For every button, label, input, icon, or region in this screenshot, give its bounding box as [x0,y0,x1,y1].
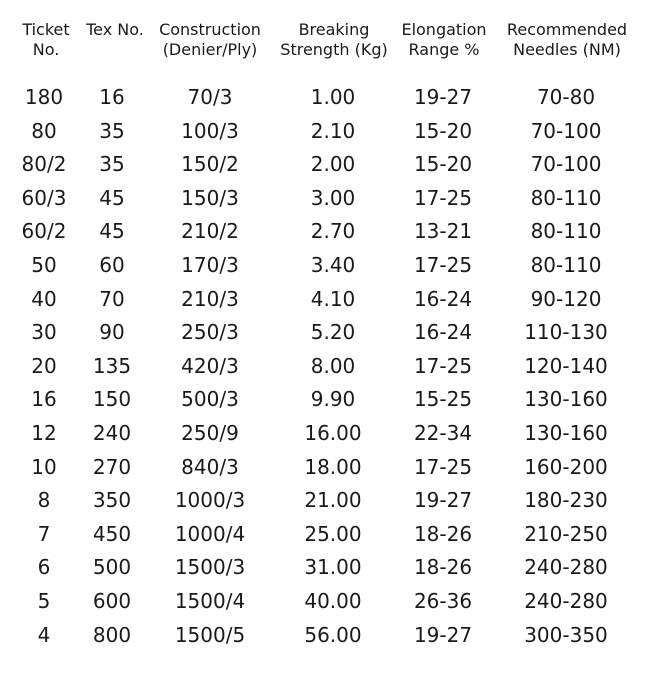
construction-cell: 500/3 [181,387,239,412]
elongation-range-cell: 26-36 [413,589,473,613]
elongation-range-cell: 15-25 [413,387,473,412]
table-row [0,349,665,383]
ticket-no-cell: 60/2 [21,219,67,244]
table-row [0,181,665,215]
breaking-strength-cell: 2.70 [310,219,356,244]
breaking-strength-cell: 5.20 [310,320,356,345]
table-row [0,517,665,551]
construction-cell: 840/3 [181,454,239,479]
construction-cell: 150/2 [181,152,239,177]
tex-no-cell: 600 [92,589,132,613]
header-ticket-no: Ticket No. [22,20,70,59]
ticket-no-cell: 8 [37,488,51,513]
recommended-needles-cell: 180-230 [524,488,608,513]
elongation-range-cell: 18-26 [413,555,473,580]
tex-no-cell: 270 [92,454,132,479]
construction-cell: 420/3 [181,353,239,378]
breaking-strength-cell: 31.00 [304,555,362,580]
recommended-needles-cell: 130-160 [524,421,608,445]
ticket-no-cell: 4 [37,622,51,647]
table-row [0,114,665,148]
recommended-needles-cell: 210-250 [524,521,608,546]
recommended-needles-cell: 240-280 [524,555,608,580]
elongation-range-cell: 19-27 [413,622,473,647]
tex-no-cell: 240 [92,421,132,445]
header-construction: Construction (Denier/Ply) [159,20,261,59]
elongation-range-cell: 17-25 [413,353,473,378]
recommended-needles-cell: 120-140 [524,353,608,378]
elongation-range-cell: 17-25 [413,253,473,277]
tex-no-cell: 35 [99,152,125,177]
tex-no-cell: 70 [99,286,125,311]
table-row [0,248,665,282]
recommended-needles-cell: 70-100 [530,152,602,177]
construction-cell: 1000/4 [174,521,246,546]
tex-no-cell: 35 [99,118,125,143]
breaking-strength-cell: 4.10 [310,286,356,311]
construction-cell: 210/3 [181,286,239,311]
tex-no-cell: 60 [99,253,125,277]
tex-no-cell: 350 [92,488,132,513]
breaking-strength-cell: 18.00 [304,454,362,479]
ticket-no-cell: 80/2 [21,152,67,177]
recommended-needles-cell: 110-130 [524,320,608,345]
tex-no-cell: 90 [99,320,125,345]
elongation-range-cell: 16-24 [413,320,473,345]
ticket-no-cell: 60/3 [21,185,67,210]
header-recommended-needles: Recommended Needles (NM) [506,20,628,59]
construction-cell: 210/2 [181,219,239,244]
breaking-strength-cell: 56.00 [304,622,362,647]
table-row [0,618,665,652]
breaking-strength-cell: 8.00 [310,353,356,378]
ticket-no-cell: 7 [37,521,51,546]
construction-cell: 150/3 [181,185,239,210]
elongation-range-cell: 15-20 [413,118,473,143]
construction-cell: 170/3 [181,253,239,277]
tex-no-cell: 45 [99,219,125,244]
table-row [0,382,665,416]
elongation-range-cell: 16-24 [413,286,473,311]
ticket-no-cell: 6 [37,555,51,580]
construction-cell: 250/3 [181,320,239,345]
construction-cell: 1500/4 [174,589,246,613]
tex-no-cell: 135 [92,353,132,378]
breaking-strength-cell: 2.10 [310,118,356,143]
breaking-strength-cell: 9.90 [310,387,356,412]
breaking-strength-cell: 2.00 [310,152,356,177]
elongation-range-cell: 19-27 [413,488,473,513]
header-tex-no: Tex No. [86,20,144,39]
elongation-range-cell: 19-27 [413,85,473,109]
header-elongation-range: Elongation Range % [401,20,487,59]
ticket-no-cell: 5 [37,589,51,613]
ticket-no-cell: 10 [31,454,57,479]
ticket-no-cell: 20 [31,353,57,378]
breaking-strength-cell: 21.00 [304,488,362,513]
construction-cell: 1000/3 [174,488,246,513]
breaking-strength-cell: 16.00 [304,421,362,445]
recommended-needles-cell: 300-350 [524,622,608,647]
elongation-range-cell: 17-25 [413,454,473,479]
ticket-no-cell: 16 [31,387,57,412]
recommended-needles-cell: 70-80 [536,85,596,109]
tex-no-cell: 150 [92,387,132,412]
tex-no-cell: 45 [99,185,125,210]
table-row [0,80,665,114]
recommended-needles-cell: 160-200 [524,454,608,479]
table-row [0,584,665,618]
breaking-strength-cell: 1.00 [310,85,356,109]
table-row [0,282,665,316]
recommended-needles-cell: 80-110 [530,219,602,244]
elongation-range-cell: 18-26 [413,521,473,546]
table-row [0,315,665,349]
ticket-no-cell: 40 [31,286,57,311]
recommended-needles-cell: 80-110 [530,253,602,277]
recommended-needles-cell: 80-110 [530,185,602,210]
table-row [0,214,665,248]
recommended-needles-cell: 70-100 [530,118,602,143]
elongation-range-cell: 17-25 [413,185,473,210]
ticket-no-cell: 50 [31,253,57,277]
construction-cell: 1500/3 [174,555,246,580]
construction-cell: 250/9 [181,421,239,445]
elongation-range-cell: 13-21 [413,219,473,244]
recommended-needles-cell: 240-280 [524,589,608,613]
breaking-strength-cell: 25.00 [304,521,362,546]
breaking-strength-cell: 3.00 [310,185,356,210]
construction-cell: 1500/5 [174,622,246,647]
ticket-no-cell: 30 [31,320,57,345]
header-breaking-strength: Breaking Strength (Kg) [280,20,388,59]
breaking-strength-cell: 40.00 [304,589,362,613]
tex-no-cell: 16 [99,85,125,109]
table-row [0,416,665,450]
table-row [0,483,665,517]
recommended-needles-cell: 130-160 [524,387,608,412]
ticket-no-cell: 180 [24,85,64,109]
tex-no-cell: 800 [92,622,132,647]
table-row [0,450,665,484]
construction-cell: 100/3 [181,118,239,143]
ticket-no-cell: 12 [31,421,57,445]
breaking-strength-cell: 3.40 [310,253,356,277]
recommended-needles-cell: 90-120 [530,286,602,311]
table-row [0,147,665,181]
construction-cell: 70/3 [187,85,233,109]
table-row [0,550,665,584]
ticket-no-cell: 80 [31,118,57,143]
elongation-range-cell: 15-20 [413,152,473,177]
tex-no-cell: 500 [92,555,132,580]
tex-no-cell: 450 [92,521,132,546]
elongation-range-cell: 22-34 [413,421,473,445]
